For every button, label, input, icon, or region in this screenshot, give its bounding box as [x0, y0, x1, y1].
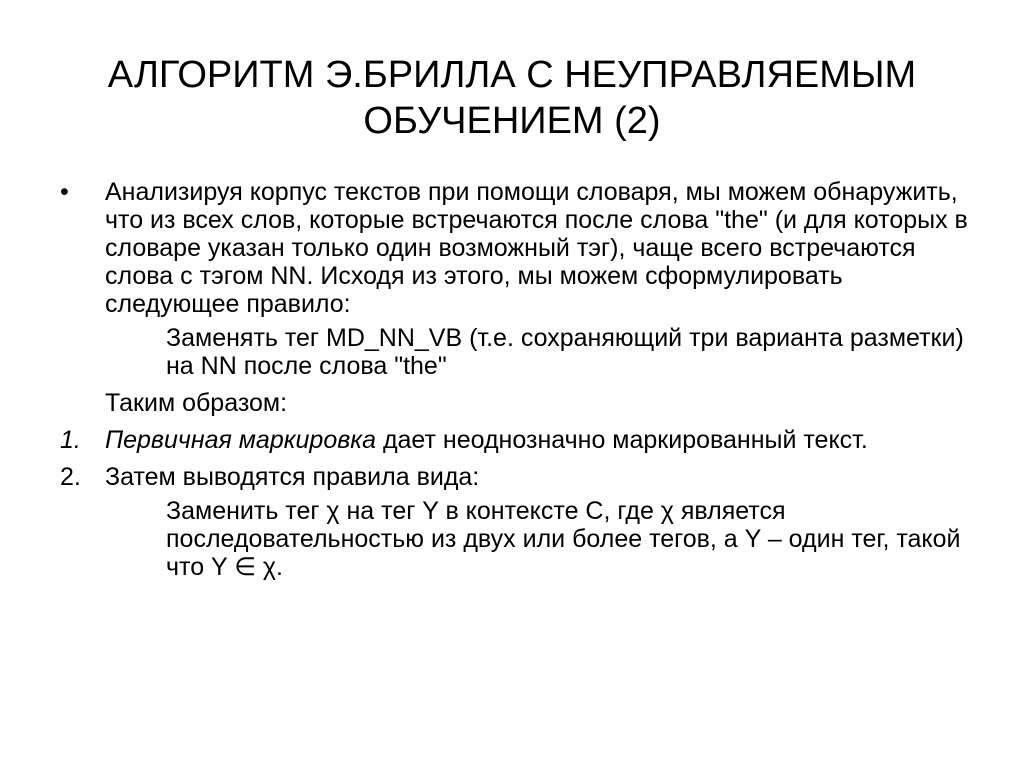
thus-text: Таким образом:	[105, 389, 288, 417]
bullet-paragraph	[60, 178, 980, 318]
item-1-italic-term: Первичная маркировка	[105, 426, 376, 454]
numbered-item-1	[60, 426, 980, 454]
numbered-item-1-text	[105, 426, 868, 454]
numbered-item-2-text: Затем выводятся правила вида:	[105, 463, 480, 491]
slide-title-line-2: ОБУЧЕНИЕМ (2)	[363, 100, 661, 142]
rule-text-2: Заменить тег χ на тег Y в контексте С, где χ является последовательностью из двух или более тегов, а Y – один тег, такой что Y ∈ χ.	[166, 497, 961, 581]
rule-text-1: Заменять тег MD_NN_VB (т.е. сохраняющий три варианта разметки) на NN после слова "the"	[166, 324, 964, 380]
slide-title	[60, 52, 964, 144]
numbered-item-2	[60, 463, 980, 491]
bullet-marker: •	[60, 178, 69, 206]
item-1-rest: дает неоднозначно маркированный текст.	[376, 426, 868, 454]
slide-title-line-1: АЛГОРИТМ Э.БРИЛЛА С НЕУПРАВЛЯЕМЫМ	[107, 54, 917, 96]
numbered-marker-2: 2.	[60, 463, 81, 491]
paragraph-text: Анализируя корпус текстов при помощи словаря, мы можем обнаружить, что из всех слов, которые встречаются после слова "the" (и для которых в словаре указан только один возможный тэг), чаще всего встречаются слова с тэгом NN. Исходя из этого, мы можем сформулировать следующее правило:	[105, 178, 968, 318]
numbered-marker-1: 1.	[60, 426, 81, 454]
slide-body	[60, 178, 980, 581]
